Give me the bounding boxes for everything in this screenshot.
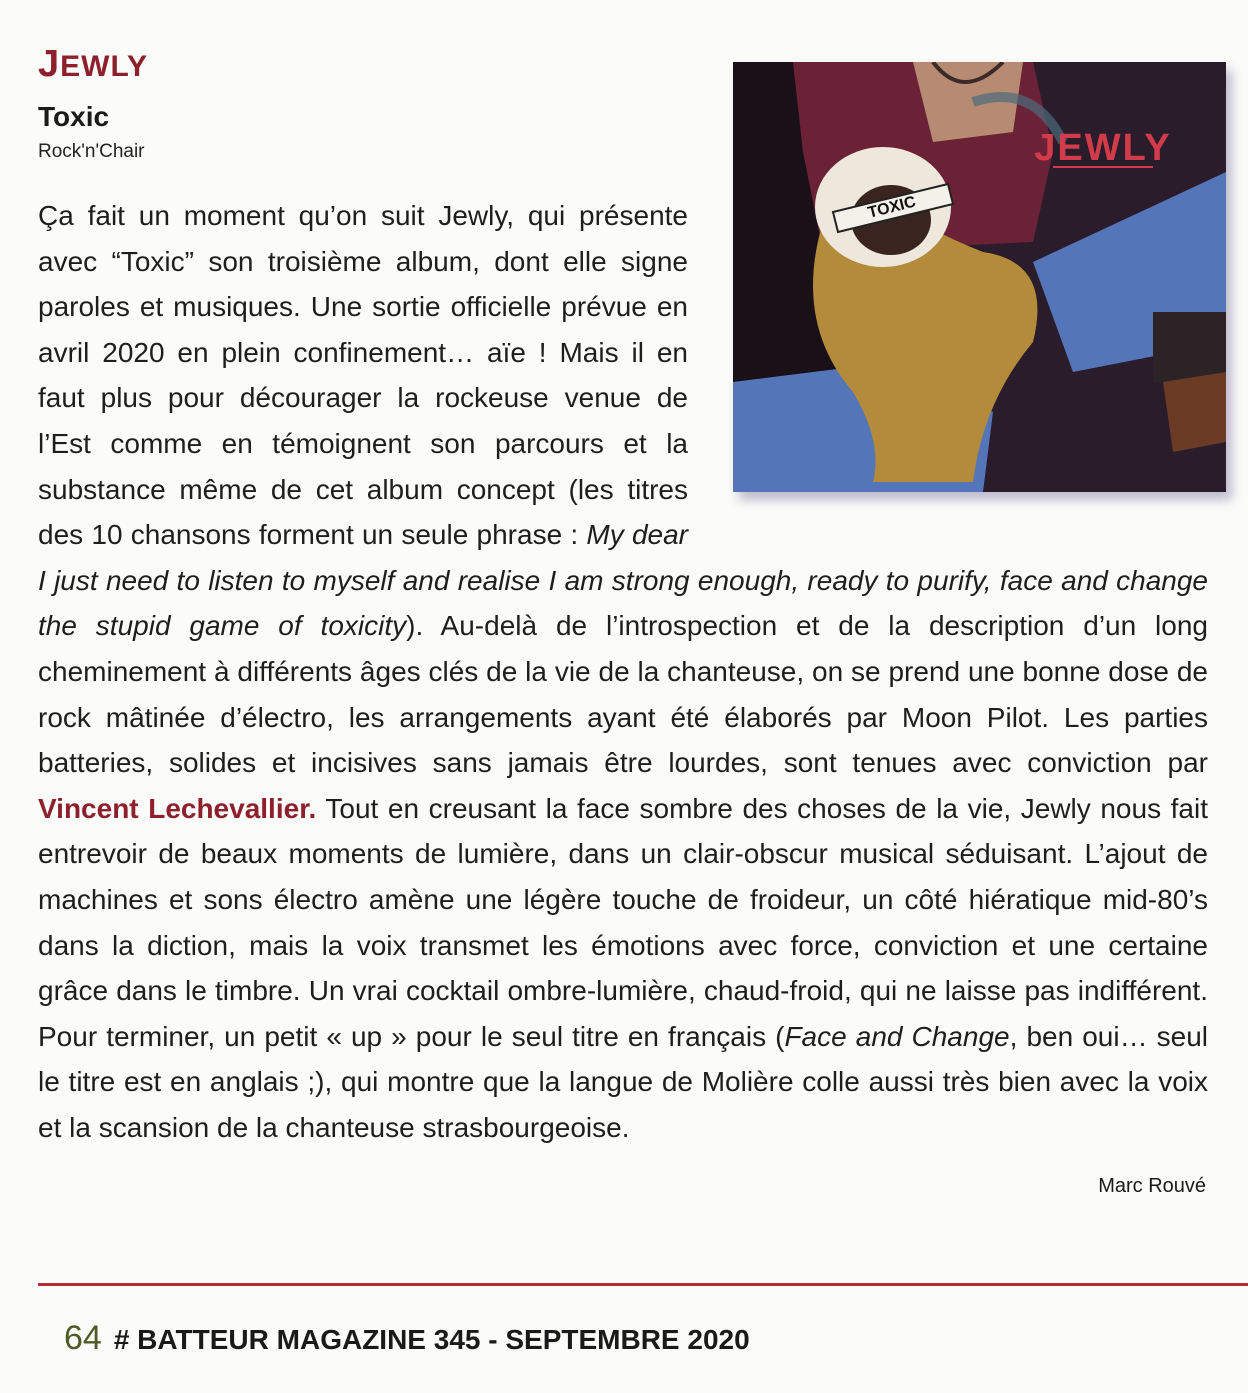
cover-wrap-spacer [688, 193, 1208, 513]
page-number: 64 [64, 1319, 102, 1357]
review-album-phrase: My dear I just need to listen to myself and realise I am strong enough, ready to purify, face and change the stupid game of toxicity [38, 519, 1208, 642]
artist-name-initial: J [38, 43, 61, 85]
cover-band-logo: JEWLY [1034, 127, 1172, 169]
review-conclusion: , ben oui… seul le titre est en anglais ;), qui montre que la langue de Molière colle aussi très bien avec la voix et la scansion de la chanteuse strasbourgeoise. [38, 1020, 1208, 1143]
review-author: Marc Rouvé [1098, 1175, 1206, 1197]
review-body: ). Au-delà de l’introspection et de la description d’un long cheminement à différents âges clés de la vie de la chanteuse, on se prend une bonne dose de rock mâtinée d’électro, les arrangements ayant été élaborés par Moon Pilot. Les parties batteries, solides et incisives sans jamais être lourdes, sont tenues avec conviction par [38, 610, 1208, 779]
review-intro: Ça fait un moment qu’on suit Jewly, qui présente avec “Toxic” son troisième album, dont elle signe paroles et musiques. Une sortie officielle prévue en avril 2020 en plein confinement… aïe ! Mais il en faut plus pour décourager la rockeuse venue de l’Est comme en témoignent son parcours et la substance même de cet album concept (les titres des 10 chansons forment un seule phrase : [38, 200, 688, 551]
page-footer [64, 1318, 750, 1360]
artist-name-rest: EWLY [60, 50, 149, 83]
magazine-issue: # BATTEUR MAGAZINE 345 - SEPTEMBRE 2020 [113, 1324, 750, 1355]
review-drummer-name: Vincent Lechevallier. [38, 792, 317, 824]
record-label: Rock'n'Chair [38, 141, 145, 162]
review-french-track-title: Face and Change [784, 1020, 1010, 1052]
footer-divider [38, 1283, 1248, 1286]
album-title: Toxic [38, 101, 110, 132]
review-text [38, 193, 1208, 1150]
artist-name [38, 40, 148, 91]
review-body-continued: Tout en creusant la face sombre des choses de la vie, Jewly nous fait entrevoir de beaux moments de lumière, dans un clair-obscur musical séduisant. L’ajout de machines et sons électro amène une légère touche de froideur, un côté hiératique mid-80’s dans la diction, mais la voix transmet les émotions avec force, conviction et une certaine grâce dans le timbre. Un vrai cocktail ombre-lumière, chaud-froid, qui ne laisse pas indifférent. Pour terminer, un petit « up » pour le seul titre en français ( [38, 792, 1209, 1052]
cover-headband-text: TOXIC [866, 193, 918, 222]
